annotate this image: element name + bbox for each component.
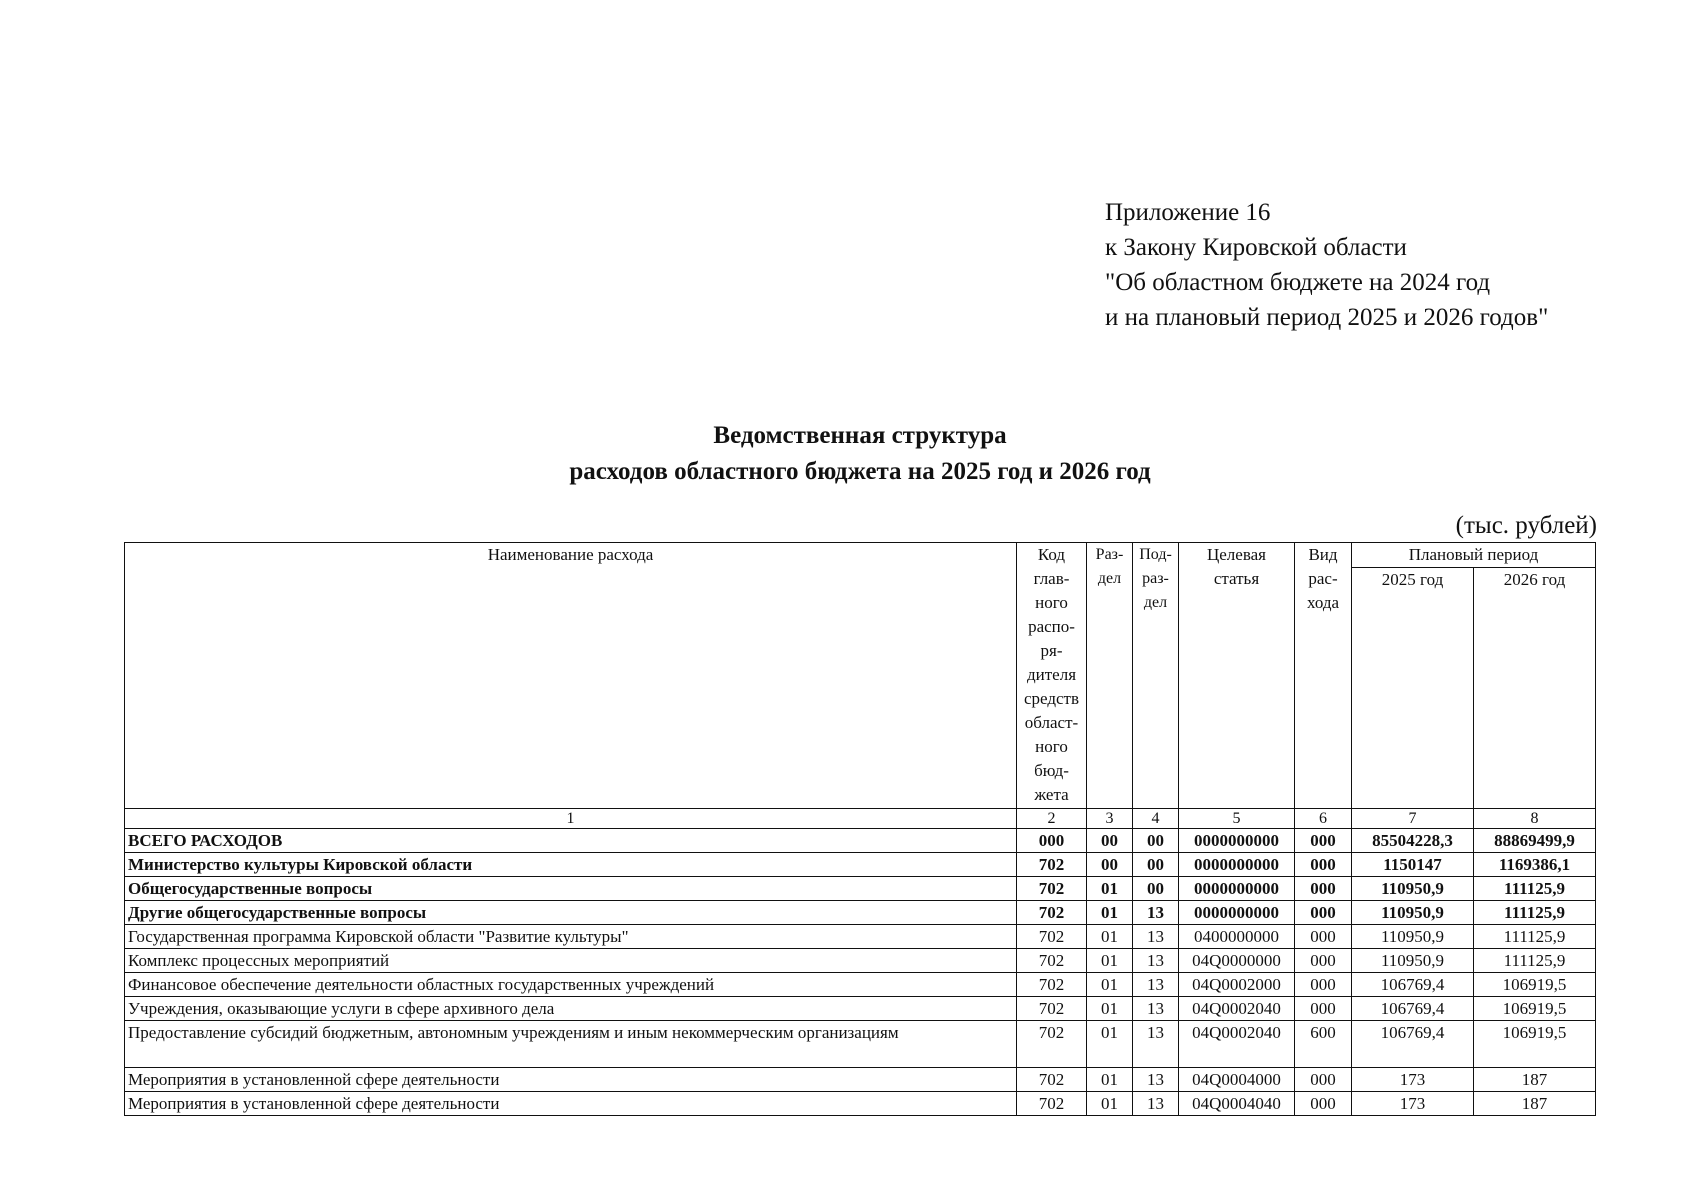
cell-section: 01 (1087, 1092, 1133, 1116)
cell-code: 702 (1017, 1068, 1087, 1092)
budget-table (124, 542, 1596, 1116)
cell-2025: 173 (1352, 1092, 1474, 1116)
cell-name: Комплекс процессных мероприятий (125, 949, 1017, 973)
header-name: Наименование расхода (125, 543, 1017, 809)
header-line: Целевая (1206, 545, 1267, 564)
cell-target: 04Q0002000 (1179, 973, 1295, 997)
cell-name: Мероприятия в установленной сфере деятельности (125, 1068, 1017, 1092)
cell-subsection: 00 (1133, 853, 1179, 877)
appendix-header (1105, 195, 1548, 335)
table-row (125, 925, 1596, 949)
table-row (125, 1092, 1596, 1116)
cell-section: 01 (1087, 997, 1133, 1021)
cell-expense-type: 000 (1295, 901, 1352, 925)
cell-section: 01 (1087, 949, 1133, 973)
column-number: 5 (1179, 809, 1295, 829)
header-year-2025: 2025 год (1352, 568, 1474, 809)
cell-2026: 106919,5 (1474, 973, 1596, 997)
cell-expense-type: 000 (1295, 997, 1352, 1021)
appendix-line: и на плановый период 2025 и 2026 годов" (1105, 304, 1549, 331)
column-number: 7 (1352, 809, 1474, 829)
cell-2025: 106769,4 (1352, 973, 1474, 997)
cell-code: 000 (1017, 829, 1087, 853)
cell-name: Другие общегосударственные вопросы (125, 901, 1017, 925)
column-number: 4 (1133, 809, 1179, 829)
cell-code: 702 (1017, 1021, 1087, 1068)
title-line: расходов областного бюджета на 2025 год и 2026 год (569, 458, 1151, 485)
cell-target: 04Q0002040 (1179, 1021, 1295, 1068)
header-line: распо- (1028, 617, 1075, 636)
cell-section: 00 (1087, 853, 1133, 877)
cell-target: 0400000000 (1179, 925, 1295, 949)
column-number: 6 (1295, 809, 1352, 829)
appendix-line: к Закону Кировской области (1105, 234, 1407, 261)
cell-subsection: 13 (1133, 949, 1179, 973)
header-line: хода (1306, 593, 1340, 612)
cell-2025: 85504228,3 (1352, 829, 1474, 853)
cell-2026: 111125,9 (1474, 925, 1596, 949)
cell-expense-type: 000 (1295, 877, 1352, 901)
appendix-line: Приложение 16 (1105, 199, 1271, 226)
header-year-2026: 2026 год (1474, 568, 1596, 809)
cell-section: 01 (1087, 925, 1133, 949)
cell-section: 01 (1087, 1021, 1133, 1068)
header-line: жета (1034, 785, 1069, 804)
cell-expense-type: 000 (1295, 973, 1352, 997)
cell-code: 702 (1017, 901, 1087, 925)
header-line: област- (1024, 713, 1079, 732)
cell-2025: 110950,9 (1352, 949, 1474, 973)
cell-expense-type: 000 (1295, 949, 1352, 973)
cell-code: 702 (1017, 925, 1087, 949)
cell-subsection: 13 (1133, 1092, 1179, 1116)
column-number: 8 (1474, 809, 1596, 829)
cell-subsection: 00 (1133, 877, 1179, 901)
cell-2026: 187 (1474, 1092, 1596, 1116)
cell-2026: 187 (1474, 1068, 1596, 1092)
cell-expense-type: 000 (1295, 1068, 1352, 1092)
header-line: ного (1035, 593, 1068, 612)
cell-target: 04Q0004040 (1179, 1092, 1295, 1116)
cell-name: ВСЕГО РАСХОДОВ (125, 829, 1017, 853)
title-line: Ведомственная структура (713, 422, 1007, 449)
cell-target: 0000000000 (1179, 853, 1295, 877)
header-line: Вид (1308, 545, 1338, 564)
cell-2025: 173 (1352, 1068, 1474, 1092)
cell-target: 0000000000 (1179, 877, 1295, 901)
column-number: 1 (125, 809, 1017, 829)
header-line: ного (1035, 737, 1068, 756)
table-row (125, 973, 1596, 997)
column-number-row (125, 809, 1596, 829)
table-row (125, 829, 1596, 853)
header-line: ря- (1040, 641, 1063, 660)
cell-code: 702 (1017, 1092, 1087, 1116)
cell-2026: 106919,5 (1474, 997, 1596, 1021)
column-number: 3 (1087, 809, 1133, 829)
header-line: дителя (1026, 665, 1077, 684)
cell-section: 01 (1087, 973, 1133, 997)
cell-target: 04Q0000000 (1179, 949, 1295, 973)
cell-expense-type: 000 (1295, 829, 1352, 853)
cell-target: 0000000000 (1179, 901, 1295, 925)
cell-subsection: 13 (1133, 925, 1179, 949)
cell-target: 04Q0002040 (1179, 997, 1295, 1021)
cell-code: 702 (1017, 973, 1087, 997)
cell-expense-type: 600 (1295, 1021, 1352, 1068)
table-row (125, 997, 1596, 1021)
cell-code: 702 (1017, 949, 1087, 973)
table-row (125, 1068, 1596, 1092)
header-line: статья (1213, 569, 1260, 588)
cell-2026: 111125,9 (1474, 949, 1596, 973)
cell-code: 702 (1017, 853, 1087, 877)
cell-expense-type: 000 (1295, 1092, 1352, 1116)
cell-subsection: 13 (1133, 997, 1179, 1021)
cell-section: 01 (1087, 1068, 1133, 1092)
header-target (1179, 543, 1295, 809)
cell-2025: 110950,9 (1352, 925, 1474, 949)
units-label: (тыс. рублей) (1455, 512, 1597, 539)
cell-name: Учреждения, оказывающие услуги в сфере архивного дела (125, 997, 1017, 1021)
header-line: дел (1097, 570, 1122, 587)
cell-2025: 110950,9 (1352, 901, 1474, 925)
header-expense-type (1295, 543, 1352, 809)
cell-code: 702 (1017, 877, 1087, 901)
cell-target: 04Q0004000 (1179, 1068, 1295, 1092)
table-row (125, 901, 1596, 925)
header-line: Под- (1139, 546, 1172, 563)
cell-2025: 1150147 (1352, 853, 1474, 877)
cell-2025: 110950,9 (1352, 877, 1474, 901)
cell-expense-type: 000 (1295, 853, 1352, 877)
cell-2026: 106919,5 (1474, 1021, 1596, 1068)
cell-subsection: 13 (1133, 1021, 1179, 1068)
cell-2026: 111125,9 (1474, 901, 1596, 925)
cell-2026: 1169386,1 (1474, 853, 1596, 877)
cell-name: Мероприятия в установленной сфере деятельности (125, 1092, 1017, 1116)
cell-name: Министерство культуры Кировской области (125, 853, 1017, 877)
header-line: средств (1023, 689, 1080, 708)
cell-2025: 106769,4 (1352, 1021, 1474, 1068)
header-line: Раз- (1095, 546, 1124, 563)
cell-section: 01 (1087, 877, 1133, 901)
header-section (1087, 543, 1133, 809)
table-row (125, 1021, 1596, 1068)
cell-name: Финансовое обеспечение деятельности областных государственных учреждений (125, 973, 1017, 997)
cell-code: 702 (1017, 997, 1087, 1021)
cell-target: 0000000000 (1179, 829, 1295, 853)
header-line: дел (1143, 594, 1168, 611)
cell-name: Государственная программа Кировской области "Развитие культуры" (125, 925, 1017, 949)
cell-subsection: 13 (1133, 973, 1179, 997)
header-line: раз- (1142, 570, 1169, 587)
cell-subsection: 13 (1133, 1068, 1179, 1092)
header-line: бюд- (1034, 761, 1069, 780)
table-row (125, 853, 1596, 877)
cell-subsection: 00 (1133, 829, 1179, 853)
cell-name: Общегосударственные вопросы (125, 877, 1017, 901)
header-planned-period: Плановый период (1352, 543, 1596, 568)
header-line: рас- (1308, 569, 1338, 588)
table-row (125, 949, 1596, 973)
cell-name: Предоставление субсидий бюджетным, автономным учреждениям и иным некоммерческим организациям (125, 1021, 1017, 1068)
cell-section: 01 (1087, 901, 1133, 925)
cell-expense-type: 000 (1295, 925, 1352, 949)
document-title (0, 418, 1689, 490)
cell-2026: 111125,9 (1474, 877, 1596, 901)
table-body (125, 829, 1596, 1116)
header-code (1017, 543, 1087, 809)
header-line: глав- (1033, 569, 1070, 588)
appendix-line: "Об областном бюджете на 2024 год (1105, 269, 1491, 296)
cell-2026: 88869499,9 (1474, 829, 1596, 853)
table-row (125, 877, 1596, 901)
column-number: 2 (1017, 809, 1087, 829)
header-line: Код (1037, 545, 1066, 564)
header-subsection (1133, 543, 1179, 809)
cell-2025: 106769,4 (1352, 997, 1474, 1021)
cell-subsection: 13 (1133, 901, 1179, 925)
cell-section: 00 (1087, 829, 1133, 853)
